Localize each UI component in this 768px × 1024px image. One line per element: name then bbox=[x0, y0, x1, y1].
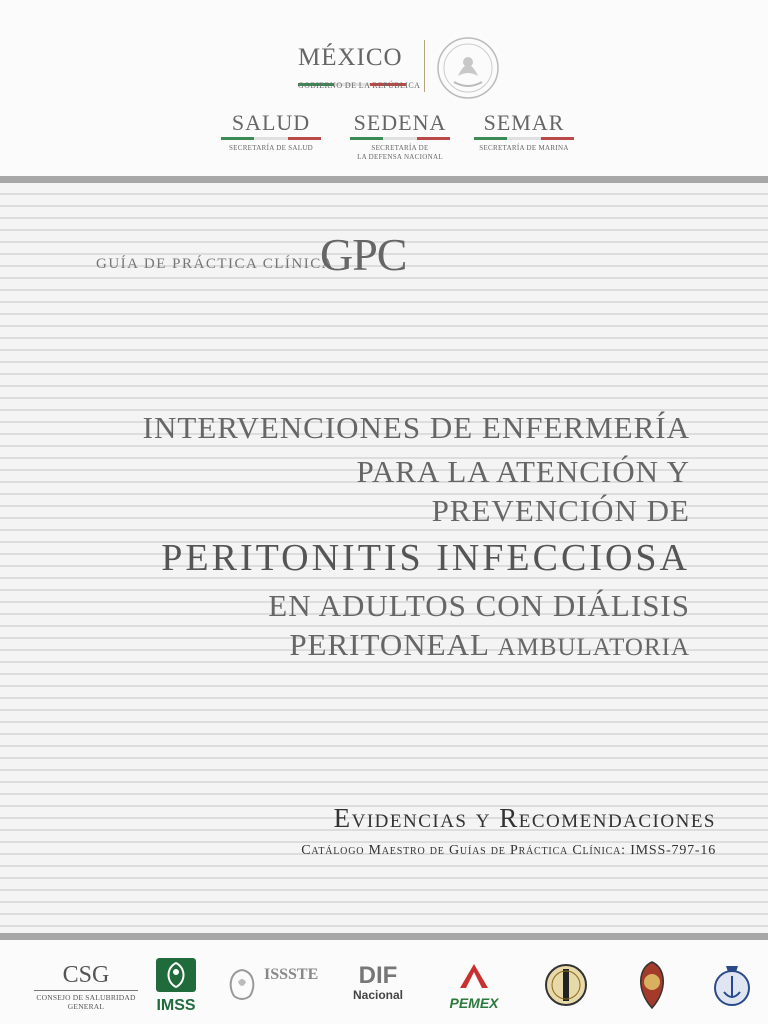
catalog-label: Catálogo Maestro de Guías de Práctica Clínica: bbox=[301, 843, 626, 858]
country-title: MÉXICO bbox=[298, 44, 403, 71]
catalog-code: IMSS-797-16 bbox=[630, 843, 716, 858]
document-subtitle: Evidencias y Recomendaciones bbox=[333, 803, 716, 833]
header-band bbox=[0, 0, 768, 176]
government-subtitle: GOBIERNO DE LA REPÚBLICA bbox=[298, 81, 421, 90]
agency-semar: SEMAR SECRETARÍA DE MARINA bbox=[474, 110, 574, 153]
series-label: GUÍA DE PRÁCTICA CLÍNICA bbox=[96, 256, 335, 272]
divider bbox=[424, 40, 425, 92]
dif-logo: DIF Nacional bbox=[352, 962, 403, 1002]
issste-emblem-icon bbox=[222, 964, 262, 1004]
pemex-flame-icon bbox=[454, 962, 494, 990]
title-line-6 bbox=[289, 627, 690, 663]
title-ambulatoria: AMBULATORIA bbox=[497, 634, 690, 661]
title-line-2: PARA LA ATENCIÓN Y bbox=[356, 454, 690, 489]
imss-emblem-icon bbox=[156, 958, 196, 992]
issste-logo: ISSSTE bbox=[222, 964, 322, 1009]
csg-logo: CSG CONSEJO DE SALUBRIDAD GENERAL bbox=[34, 962, 138, 1011]
university-seal-icon bbox=[544, 962, 588, 1008]
series-abbreviation: GPC bbox=[320, 229, 407, 280]
agency-salud: SALUD SECRETARÍA DE SALUD bbox=[221, 110, 321, 153]
title-line-4: PERITONITIS INFECCIOSA bbox=[161, 537, 690, 579]
imss-logo: IMSS bbox=[154, 958, 198, 1015]
top-gray-band bbox=[0, 176, 768, 183]
army-crest-icon bbox=[632, 960, 672, 1010]
flag-stripe bbox=[298, 73, 406, 76]
title-line-3: PREVENCIÓN DE bbox=[431, 493, 690, 528]
title-line-1: INTERVENCIONES DE ENFERMERÍA bbox=[142, 410, 690, 445]
title-peritoneal: PERITONEAL bbox=[289, 627, 489, 662]
bottom-gray-band bbox=[0, 933, 768, 940]
title-line-5: EN ADULTOS CON DIÁLISIS bbox=[268, 588, 690, 623]
coat-of-arms-icon bbox=[436, 36, 500, 100]
navy-crest-icon bbox=[712, 962, 752, 1010]
agency-sedena: SEDENA SECRETARÍA DE LA DEFENSA NACIONAL bbox=[350, 110, 450, 162]
pemex-logo: PEMEX bbox=[440, 962, 508, 1011]
catalog-reference bbox=[301, 843, 716, 859]
